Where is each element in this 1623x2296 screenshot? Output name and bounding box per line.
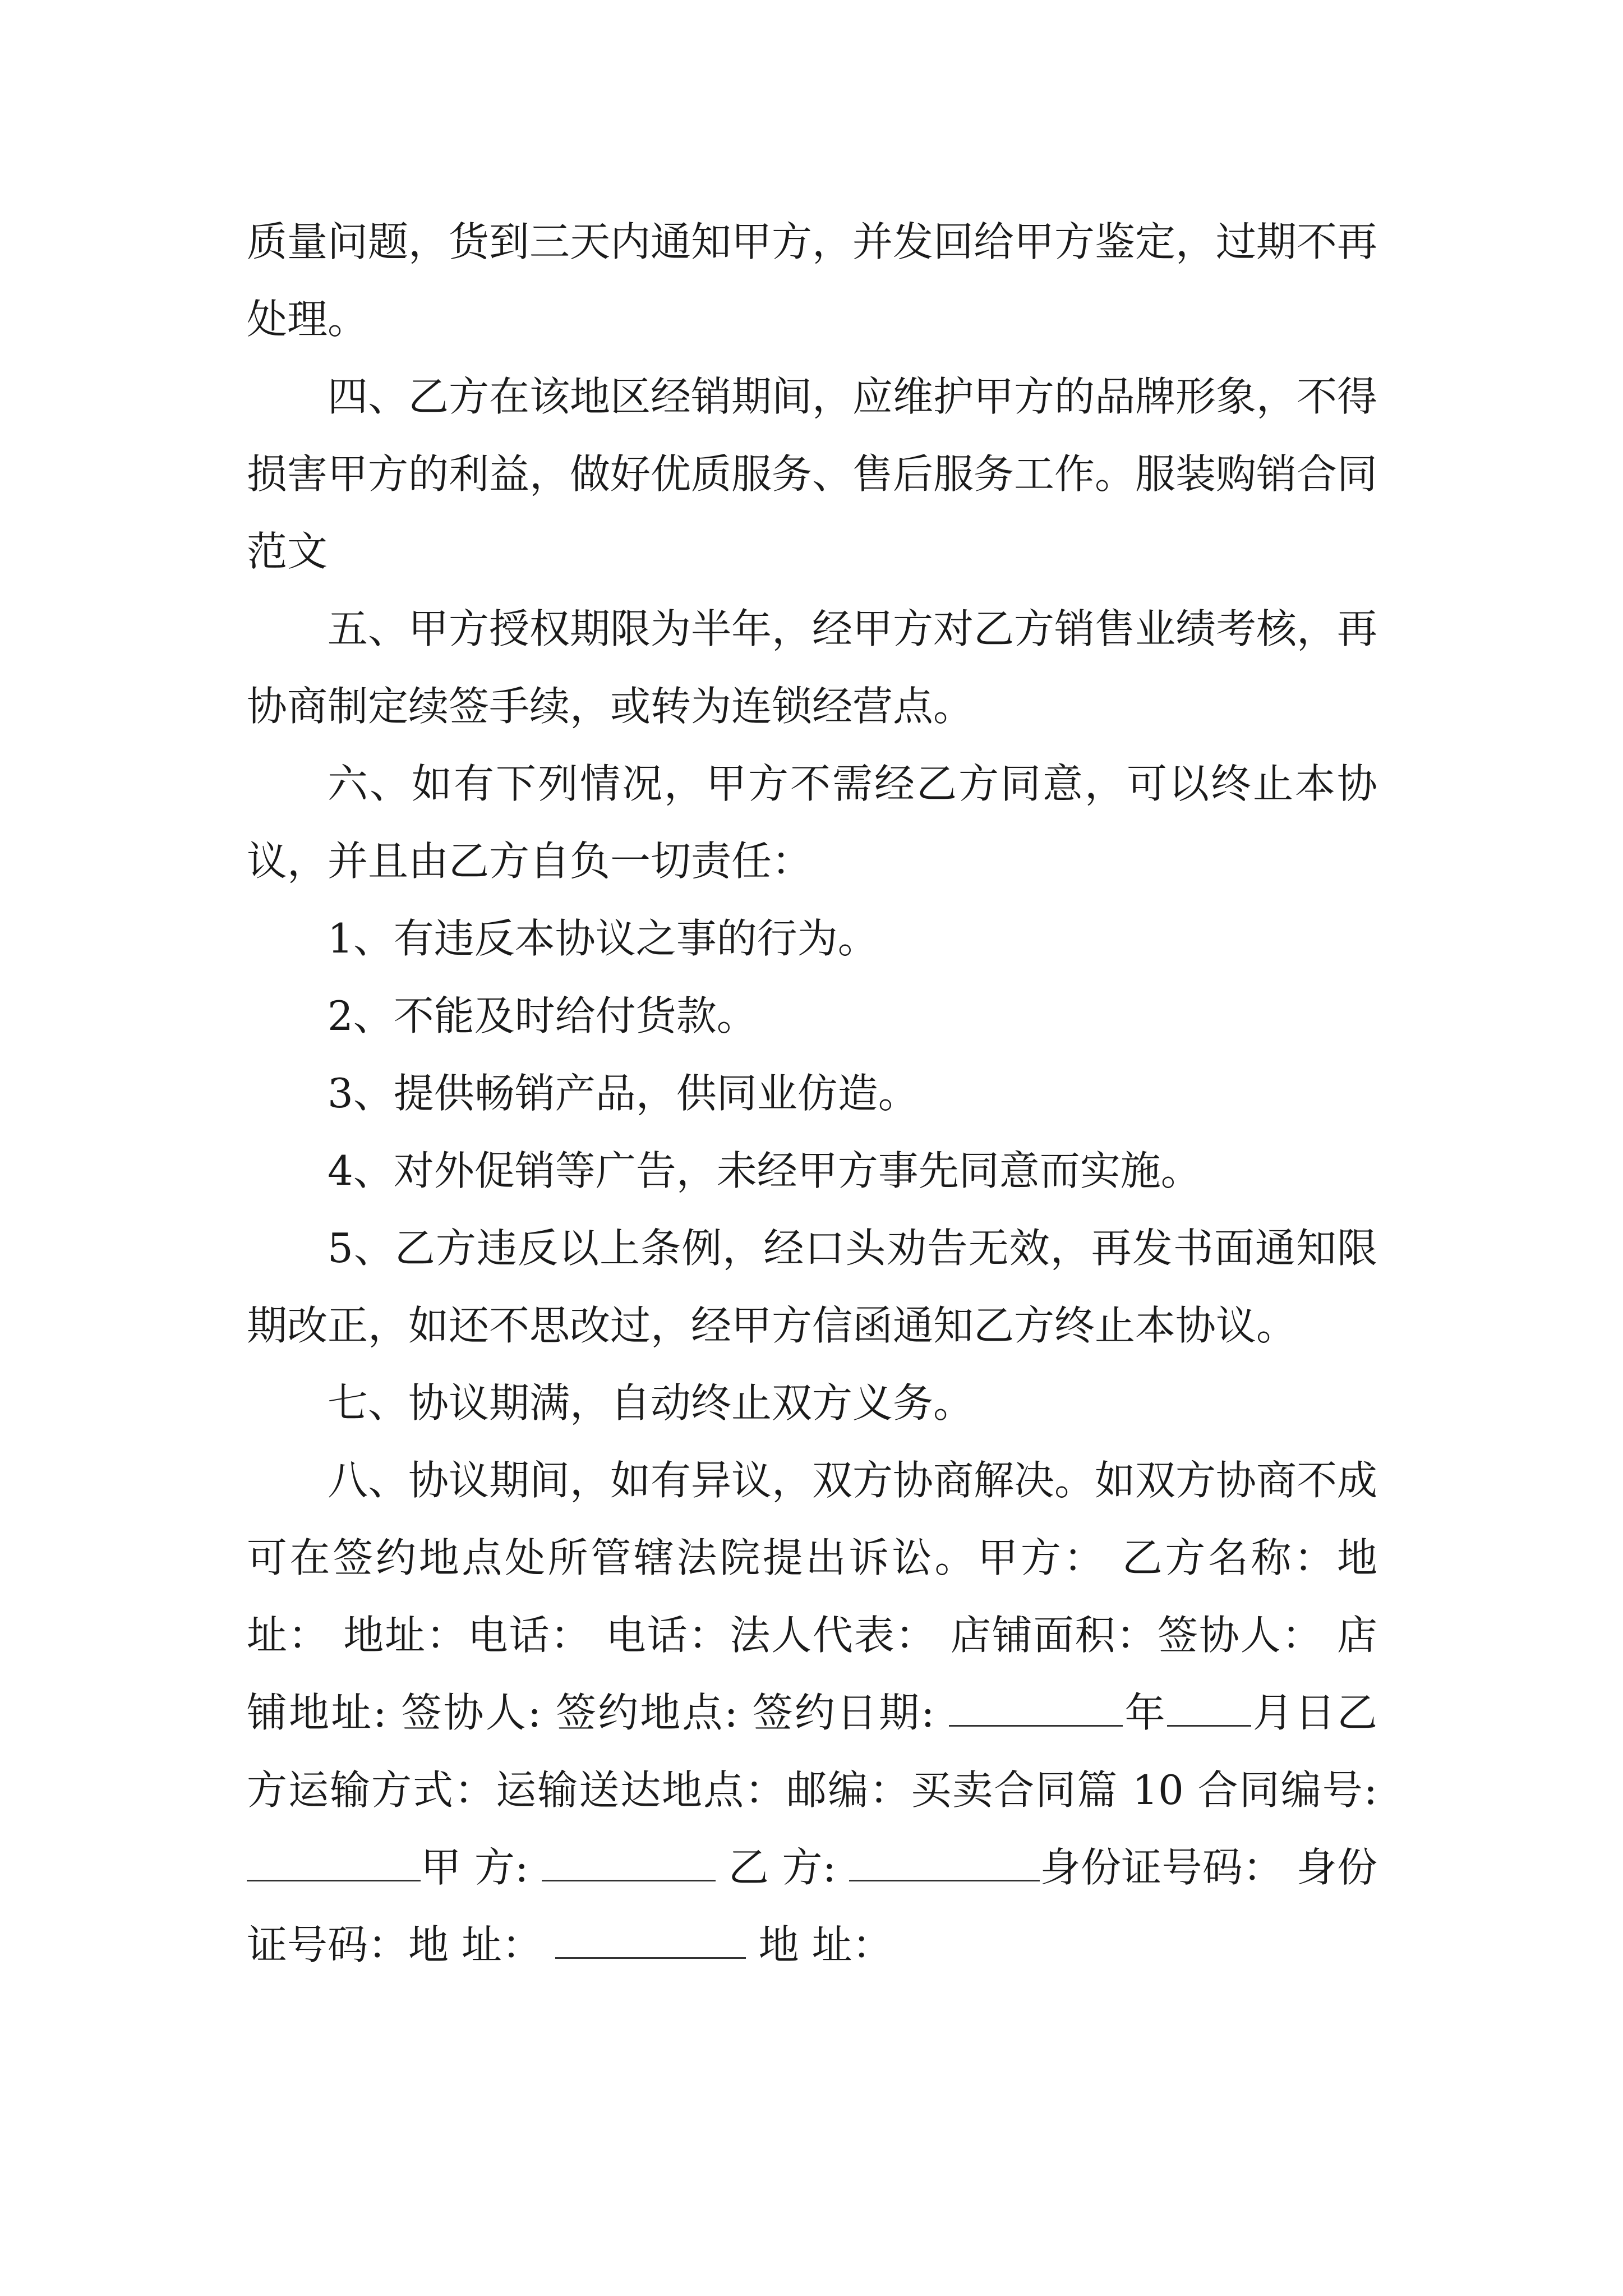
paragraph-clause-5: 五、甲方授权期限为半年，经甲方对乙方销售业绩考核，再协商制定续签手续，或转为连锁经营点。 — [247, 605, 1378, 730]
year-label: 年 — [1123, 1689, 1167, 1736]
paragraph-clause-8 — [247, 1442, 1377, 1984]
paragraph-clause-7: 七、协议期满，自动终止双方义务。 — [328, 1379, 974, 1427]
list-item-3: 3、提供畅销产品，供同业仿造。 — [328, 1070, 919, 1117]
id-address-text: 身份证号码： 身份证号码：地 址： — [247, 1844, 1377, 1968]
list-item-1: 1、有违反本协议之事的行为。 — [328, 915, 878, 962]
contract-header-text: 月日乙方运输方式：运输送达地点：邮编：买卖合同篇 10 合同编号: — [247, 1689, 1377, 1814]
paragraph-clause-6: 六、如有下列情况，甲方不需经乙方同意，可以终止本协议，并且由乙方自负一切责任： — [247, 760, 1377, 885]
document-body — [247, 203, 1377, 1984]
address-blank — [555, 1924, 746, 1959]
party-b-blank — [849, 1846, 1040, 1881]
paragraph-clause-4: 四、乙方在该地区经销期间，应维护甲方的品牌形象，不得损害甲方的利益，做好优质服务、售后服务工作。服装购销合同范文 — [247, 373, 1378, 575]
contract-number-blank — [247, 1846, 421, 1881]
party-a-blank — [542, 1846, 716, 1881]
party-b-label: 乙 方: — [715, 1844, 850, 1891]
clause-8-text: 八、协议期间，如有异议，双方协商解决。如双方协商不成可在签约地点处所管辖法院提出诉讼。甲方： 乙方名称：地址： 地址：电话： 电话：法人代表： 店铺面积：签协人： 店铺地址: 签协人: 签约地点: 签约日期: — [247, 1457, 1378, 1736]
list-item-5: 5、乙方违反以上条例，经口头劝告无效，再发书面通知限期改正，如还不思改过，经甲方信函通知乙方终止本协议。 — [247, 1225, 1377, 1349]
paragraph-quality: 质量问题，货到三天内通知甲方，并发回给甲方鉴定，过期不再处理。 — [247, 218, 1378, 343]
date-blank — [949, 1691, 1123, 1727]
party-a-label: 甲 方: — [421, 1844, 542, 1891]
month-blank — [1167, 1691, 1251, 1727]
list-item-4: 4、对外促销等广告，未经甲方事先同意而实施。 — [328, 1147, 1201, 1194]
list-item-2: 2、不能及时给付货款。 — [328, 992, 757, 1039]
address-label: 地 址： — [745, 1921, 893, 1968]
